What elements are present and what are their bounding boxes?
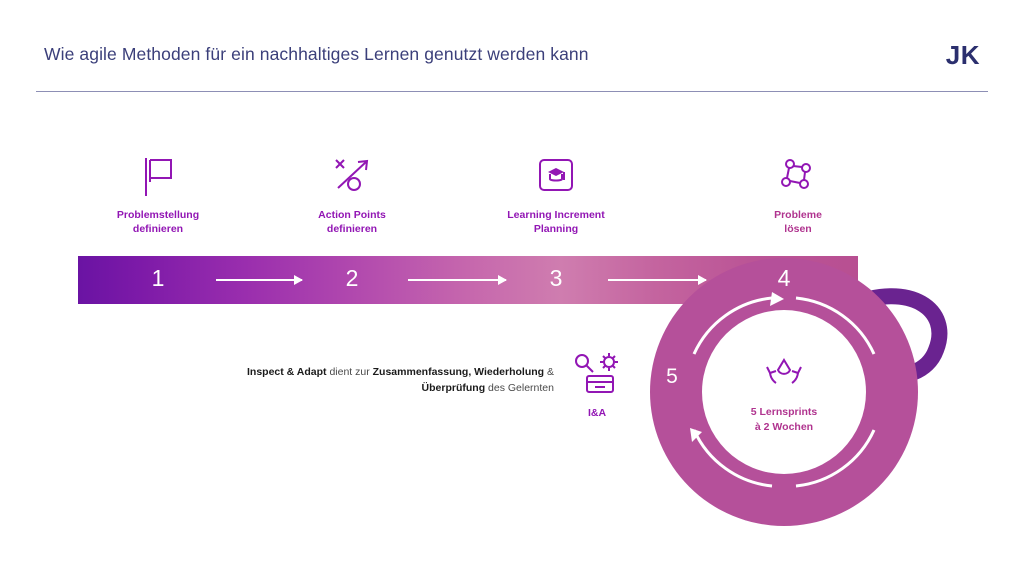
inspect-adapt-node: [566, 352, 628, 419]
step-number-5: 5: [666, 365, 678, 388]
step-node-1: [68, 150, 248, 236]
search-gear-archive-icon: [569, 383, 625, 400]
inspect-adapt-text: [232, 364, 554, 397]
flag-icon: [68, 150, 248, 202]
step-number-4: 4: [777, 265, 791, 291]
step-number-2: 2: [345, 265, 359, 291]
step-node-3: [466, 150, 646, 236]
page-title: Wie agile Methoden für ein nachhaltiges Lernen genutzt werden kann: [44, 44, 589, 64]
learning-sprint-cycle: [650, 258, 918, 526]
ia-connector-3: des Gelernten: [485, 382, 554, 395]
flow-arrow-2-3: [408, 279, 506, 281]
cycle-center: [702, 310, 866, 474]
step-node-2: [262, 150, 442, 236]
ia-connector-1: dient zur: [326, 366, 373, 378]
cycle-center-label: 5 Lernsprints à 2 Wochen: [750, 405, 818, 433]
logo: JK: [945, 40, 980, 70]
ia-connector-2: &: [544, 366, 554, 378]
step-label-4: Probleme lösen: [774, 209, 822, 236]
ia-term: Inspect & Adapt: [246, 366, 327, 378]
graduation-screen-icon: [466, 150, 646, 202]
step-label-2: Action Points definieren: [318, 209, 386, 236]
ia-emphasis-2: Überprüfung: [421, 382, 486, 395]
step-label-1: Problemstellung definieren: [116, 209, 200, 236]
flow-arrow-1-2: [216, 279, 302, 281]
ia-emphasis-1: Zusammenfassung, Wiederholung: [372, 366, 545, 378]
step-number-3: 3: [549, 265, 563, 291]
inspect-adapt-label: I&A: [587, 407, 607, 419]
step-label-3: Learning Increment Planning: [507, 209, 605, 236]
step-number-1: 1: [151, 265, 165, 291]
target-arrow-icon: [262, 150, 442, 202]
refresh-drop-icon: [762, 350, 806, 395]
step-node-4: [708, 150, 888, 236]
network-nodes-icon: [708, 150, 888, 202]
